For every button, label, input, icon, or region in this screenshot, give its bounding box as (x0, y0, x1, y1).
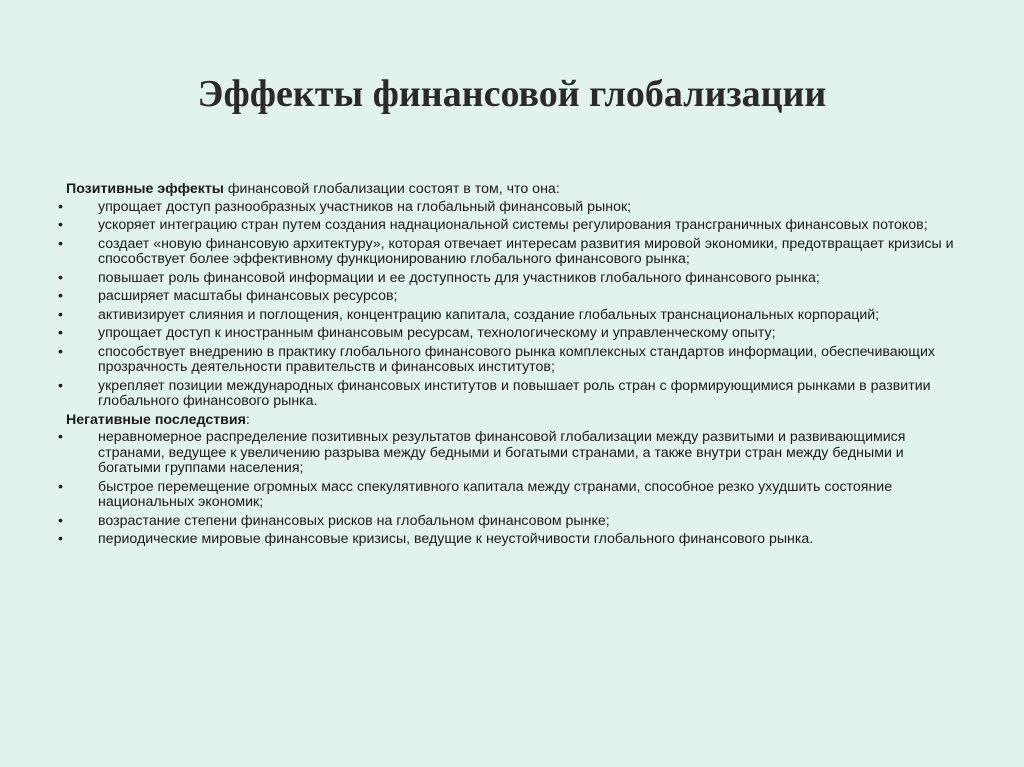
list-item (58, 289, 968, 305)
list-item-text: повышает роль финансовой информации и ее доступность для участников глобального финансового рынка; (98, 269, 820, 286)
list-item-text: возрастание степени финансовых рисков на глобальном финансовом рынке; (98, 512, 610, 529)
negative-list (58, 430, 968, 548)
list-item (58, 237, 968, 268)
positive-list (58, 200, 968, 410)
bullet-icon: • (58, 512, 63, 529)
list-item (58, 480, 968, 511)
list-item-text: ускоряет интеграцию стран путем создания наднациональной системы регулирования трансграничных финансовых потоков; (98, 217, 928, 233)
bullet-icon: • (58, 343, 63, 360)
list-item-text: активизирует слияния и поглощения, концентрацию капитала, создание глобальных транснациональных корпораций; (98, 306, 880, 323)
list-item (58, 271, 968, 287)
list-item-text: укрепляет позиции международных финансовых институтов и повышает роль стран с формирующимися рынками в развитии глобального финансового рынка. (98, 377, 931, 409)
positive-intro (66, 182, 968, 198)
negative-heading-colon: : (245, 411, 250, 428)
list-item (58, 308, 968, 324)
negative-heading (66, 413, 968, 429)
list-item (58, 345, 968, 376)
negative-heading-bold: Негативные последствия (66, 411, 246, 428)
list-item (58, 514, 968, 530)
list-item (58, 379, 968, 410)
list-item (58, 532, 968, 548)
list-item-text: упрощает доступ к иностранным финансовым ресурсам, технологическому и управленческому опыту; (98, 325, 776, 341)
bullet-icon: • (58, 377, 63, 394)
list-item-text: быстрое перемещение огромных масс спекулятивного капитала между странами, способное резко ухудшить состояние национальных экономик; (98, 478, 893, 510)
list-item-text: периодические мировые финансовые кризисы, ведущие к неустойчивости глобального финансового рынка. (98, 531, 814, 547)
list-item-text: расширяет масштабы финансовых ресурсов; (98, 288, 398, 304)
bullet-icon: • (58, 531, 63, 547)
positive-intro-text: финансовой глобализации состоят в том, что она: (223, 181, 560, 197)
bullet-icon: • (58, 325, 63, 341)
bullet-icon: • (58, 235, 63, 252)
list-item-text: неравномерное распределение позитивных результатов финансовой глобализации между развитыми и развивающимися странами, ведущее к увеличению разрыва между бедными и богатыми странами, а также внутри стран между бедными и богатыми группами населения; (98, 429, 906, 476)
list-item (58, 326, 968, 342)
list-item (58, 200, 968, 216)
bullet-icon: • (58, 429, 63, 445)
bullet-icon: • (58, 269, 63, 286)
slide-body (58, 182, 968, 551)
slide-title: Эффекты финансовой глобализации (197, 73, 827, 115)
list-item-text: способствует внедрению в практику глобального финансового рынка комплексных стандартов информации, обеспечивающих прозрачность деятельности правительств и финансовых институтов; (98, 343, 935, 375)
list-item (58, 430, 968, 477)
list-item-text: создает «новую финансовую архитектуру», которая отвечает интересам развития мировой экономики, предотвращает кризисы и способствует более эффективному функционированию глобального финансового рынка; (98, 235, 954, 267)
positive-intro-bold: Позитивные эффекты (66, 181, 224, 197)
bullet-icon: • (58, 288, 63, 304)
list-item-text: упрощает доступ разнообразных участников на глобальный финансовый рынок; (98, 198, 632, 215)
bullet-icon: • (58, 217, 63, 233)
bullet-icon: • (58, 478, 63, 495)
list-item (58, 218, 968, 234)
bullet-icon: • (58, 306, 63, 323)
bullet-icon: • (58, 198, 63, 215)
